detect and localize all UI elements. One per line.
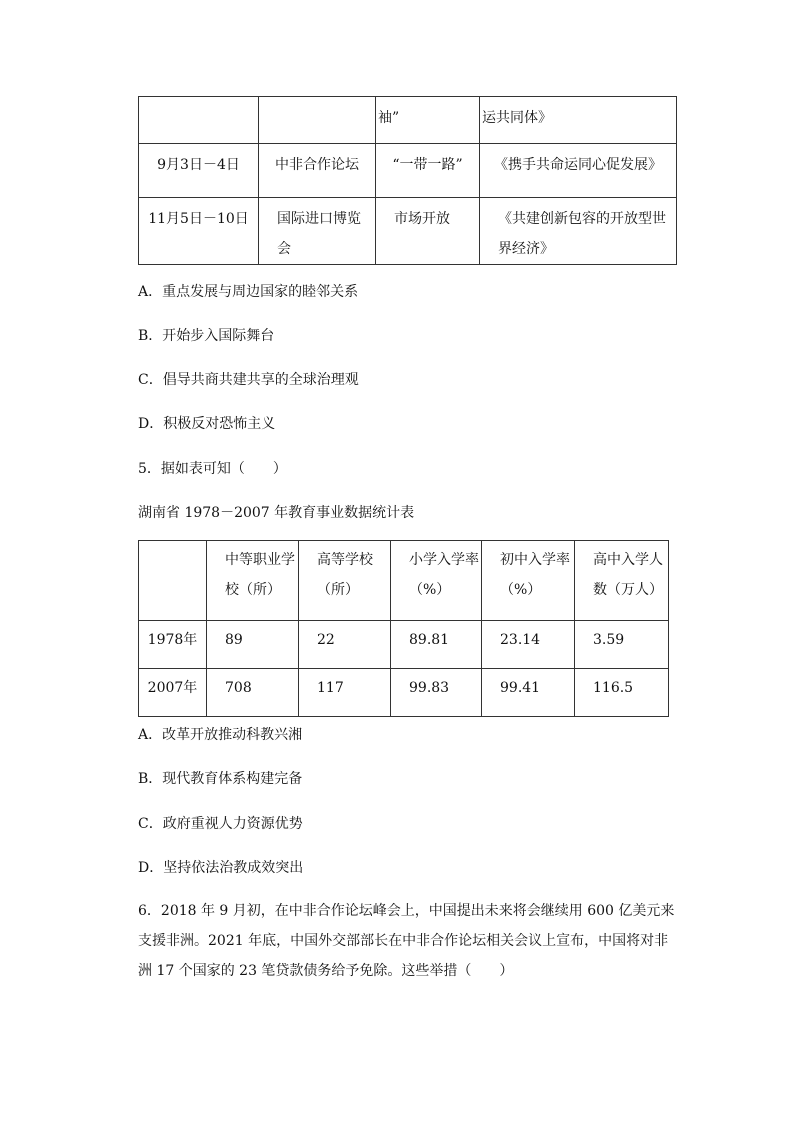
table-cell: 袖” [376,97,480,144]
option-c: C．倡导共商共建共享的全球治理观 [138,372,359,388]
option-b: B．开始步入国际舞台 [138,328,275,344]
table-cell: 11月5日－10日 [139,198,259,265]
table-row [139,144,677,198]
table-row [139,97,677,144]
table-cell: 99.83 [391,669,482,717]
table-cell: 《携手共命运同心促发展》 [480,144,677,198]
table-row [139,621,669,669]
table-cell: “一带一路” [376,144,480,198]
table-cell: 9月3日－4日 [139,144,259,198]
table-cell: 708 [207,669,299,717]
table-cell: 2007年 [139,669,207,717]
option-a: A．重点发展与周边国家的睦邻关系 [138,284,359,300]
table-cell: 中非合作论坛 [259,144,376,198]
table-cell [139,97,259,144]
table-cell [259,97,376,144]
table-header-row [139,541,669,621]
table-cell: 22 [299,621,391,669]
question-5-stem: 5．据如表可知（ ） [138,461,287,477]
table-cell: 市场开放 [376,198,480,265]
table-cell: 116.5 [575,669,669,717]
table-cell: 99.41 [482,669,575,717]
table-cell: 《共建创新包容的开放型世界经济》 [480,198,677,265]
table-cell: 89.81 [391,621,482,669]
question-6-text: 6．2018 年 9 月初，在中非合作论坛峰会上，中国提出未来将会继续用 600 亿美元来支援非洲。2021 年底，中国外交部部长在中非合作论坛相关会议上宣布，中国将对非洲 17 个国家的 23 笔贷款债务给予免除。这些举措（ ） [138,903,675,979]
header-cell: 初中入学率（%） [482,541,575,621]
table-cell: 117 [299,669,391,717]
table-row [139,198,677,265]
header-cell: 小学入学率（%） [391,541,482,621]
header-cell: 高中入学人数（万人） [575,541,669,621]
header-cell: 中等职业学校（所） [207,541,299,621]
option-d: D．坚持依法治教成效突出 [138,860,304,876]
option-b: B．现代教育体系构建完备 [138,771,303,787]
education-stats-table [138,540,669,717]
option-d: D．积极反对恐怖主义 [138,416,276,432]
header-cell [139,541,207,621]
table-cell: 国际进口博览会 [259,198,376,265]
option-a: A．改革开放推动科教兴湘 [138,727,303,743]
events-table [138,96,677,265]
header-cell: 高等学校（所） [299,541,391,621]
table-cell: 23.14 [482,621,575,669]
table-cell: 89 [207,621,299,669]
table-title: 湖南省 1978－2007 年教育事业数据统计表 [138,505,415,521]
table-cell: 运共同体》 [480,97,677,144]
option-c: C．政府重视人力资源优势 [138,816,303,832]
table-cell: 3.59 [575,621,669,669]
table-cell: 1978年 [139,621,207,669]
table-row [139,669,669,717]
